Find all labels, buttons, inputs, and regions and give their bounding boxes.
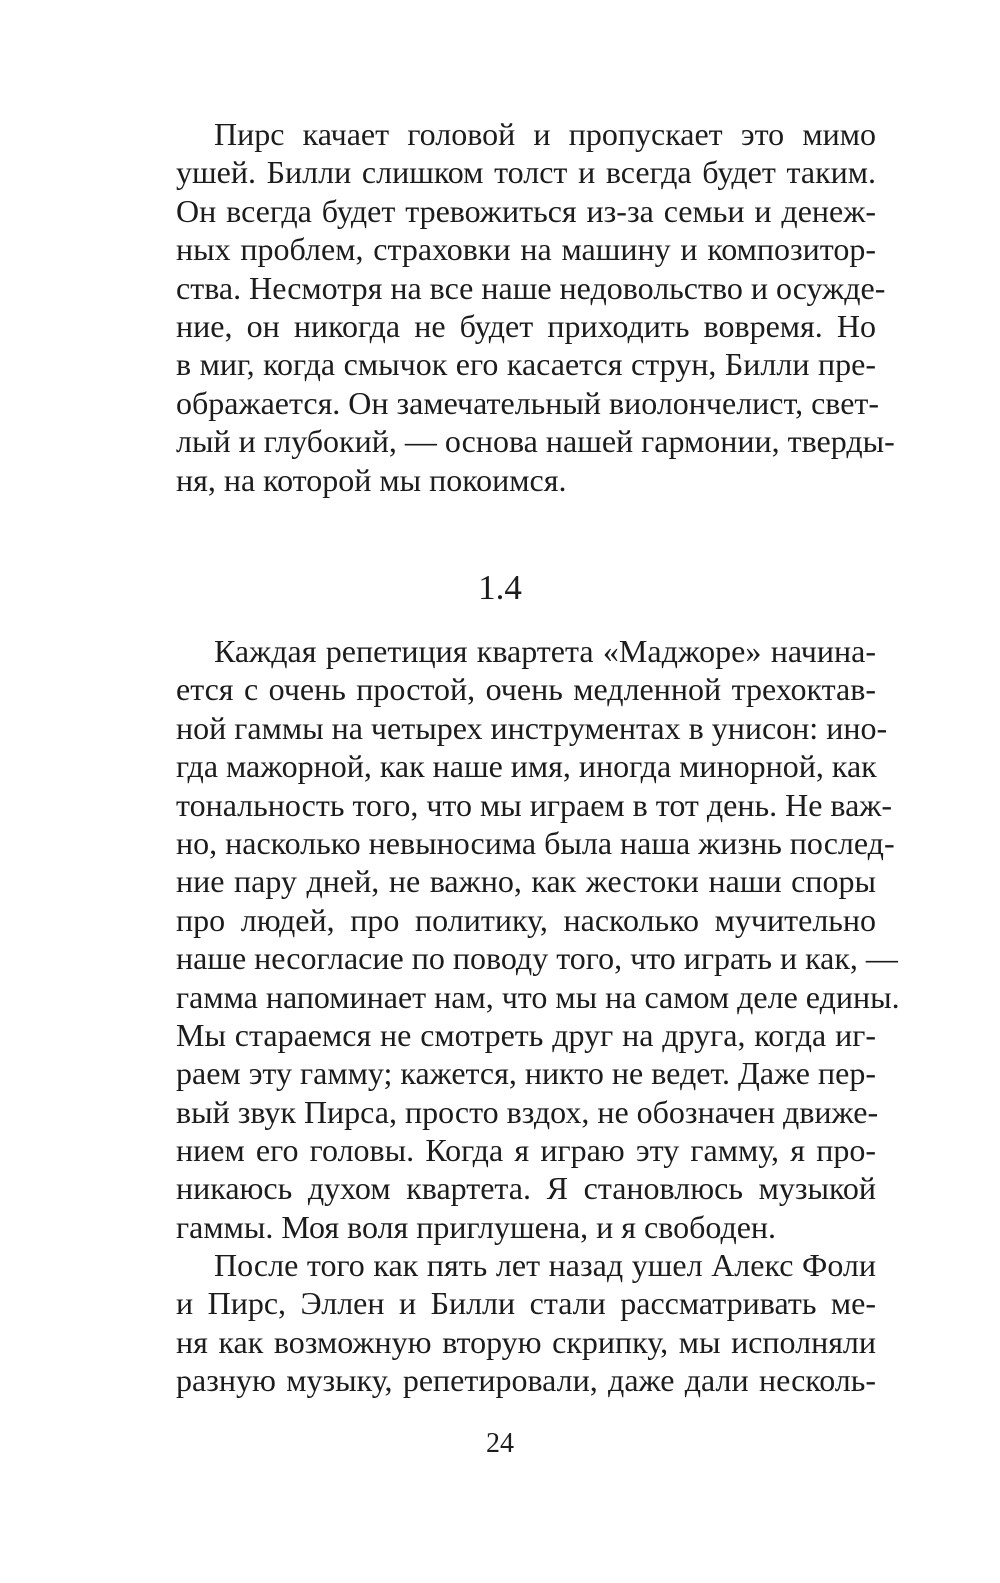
text-line: Мы стараемся не смотреть друг на друга, когда иг- <box>176 1016 876 1053</box>
paragraph-3 <box>176 1246 876 1400</box>
text-line: ной гаммы на четырех инструментах в унисон: ино- <box>176 709 888 746</box>
text-line: в миг, когда смычок его касается струн, Билли пре- <box>176 346 876 383</box>
paragraph-1 <box>176 115 895 499</box>
paragraph-2 <box>176 632 900 1246</box>
text-line: ется с очень простой, очень медленной трехоктав- <box>176 671 876 708</box>
text-line: нием его головы. Когда я играю эту гамму, я про- <box>176 1132 876 1169</box>
text-line: про людей, про политику, насколько мучительно <box>176 901 876 938</box>
text-line: После того как пять лет назад ушел Алекс Фоли <box>214 1247 876 1283</box>
text-line: ние пару дней, не важно, как жестоки наши споры <box>176 863 876 900</box>
text-line: гамма напоминает нам, что мы на самом деле едины. <box>176 978 900 1015</box>
text-line: но, насколько невыносима была наша жизнь послед- <box>176 824 895 861</box>
text-line: Он всегда будет тревожиться из-за семьи и денеж- <box>176 192 876 229</box>
text-line: ня, на которой мы покоимся. <box>176 461 567 498</box>
text-line: ображается. Он замечательный виолончелист, свет- <box>176 384 880 421</box>
text-line: разную музыку, репетировали, даже дали несколь- <box>176 1362 876 1399</box>
text-line: ства. Несмотря на все наше недовольство и осужде- <box>176 269 886 306</box>
text-line: наше несогласие по поводу того, что играть и как, — <box>176 940 898 977</box>
text-line: ние, он никогда не будет приходить вовремя. Но <box>176 307 876 344</box>
text-line: никаюсь духом квартета. Я становлюсь музыкой <box>176 1170 876 1207</box>
page-number: 24 <box>486 1428 514 1459</box>
text-line: Пирс качает головой и пропускает это мимо <box>214 116 876 152</box>
text-line: лый и глубокий, — основа нашей гармонии, тверды- <box>176 423 895 460</box>
section-heading: 1.4 <box>478 568 522 607</box>
text-line: ных проблем, страховки на машину и композитор- <box>176 231 876 268</box>
text-line: Каждая репетиция квартета «Маджоре» начина- <box>214 633 876 669</box>
text-line: вый звук Пирса, просто вздох, не обозначен движе- <box>176 1093 879 1130</box>
text-line: и Пирс, Эллен и Билли стали рассматривать ме- <box>176 1285 876 1322</box>
text-line: гаммы. Моя воля приглушена, и я свободен. <box>176 1208 777 1245</box>
text-line: ушей. Билли слишком толст и всегда будет таким. <box>176 154 876 191</box>
text-line: раем эту гамму; кажется, никто не ведет. Даже пер- <box>176 1055 876 1092</box>
text-line: тональность того, что мы играем в тот день. Не важ- <box>176 786 893 823</box>
text-line: ня как возможную вторую скрипку, мы исполняли <box>176 1323 876 1360</box>
text-line: гда мажорной, как наше имя, иногда минорной, как <box>176 748 877 785</box>
